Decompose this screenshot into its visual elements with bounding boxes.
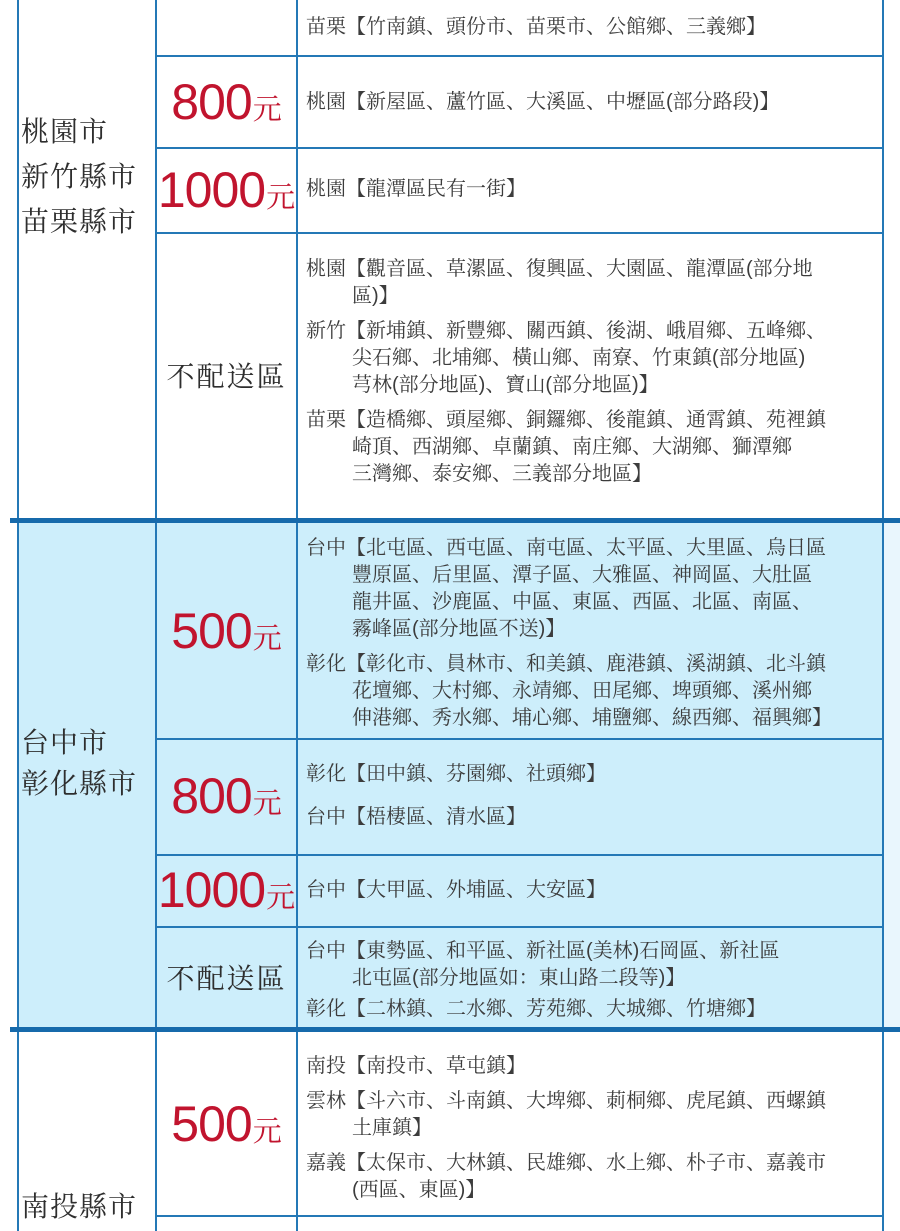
area-entry [306,407,884,488]
area-line: 台中【北屯區、西屯區、南屯區、太平區、大里區、烏日區 [306,537,826,559]
area-line: 苗栗【竹南鎮、頭份市、苗栗市、公館鄉、三義鄉】 [306,16,766,38]
area-line: 台中【東勢區、和平區、新社區(美林)石岡區、新社區 [306,940,780,962]
area-line: 苗栗【造橋鄉、頭屋鄉、銅鑼鄉、後龍鎮、通霄鎮、苑裡鎮 [306,409,826,431]
price-unit: 元 [266,882,296,914]
area-entry [306,176,526,203]
price-text [157,161,296,218]
price-cell-500 [157,1032,296,1215]
area-line: 桃園【觀音區、草漯區、復興區、大園區、龍潭區(部分地 [306,258,813,280]
price-amount: 1000 [157,161,266,218]
region-line: 桃園市 [21,116,109,147]
price-text [157,862,296,918]
area-entry [306,1088,884,1142]
area-line: 芎林(部分地區)、寶山(部分地區)】 [352,374,659,396]
section-taichung-background-edge [884,523,900,1027]
price-amount: 500 [171,1095,252,1152]
price-amount: 1000 [157,862,266,918]
price-amount: 800 [171,74,252,130]
price-cell-no-delivery [157,232,296,518]
area-line: 伸港鄉、秀水鄉、埔心鄉、埔鹽鄉、線西鄉、福興鄉】 [352,707,832,729]
no-delivery-label: 不配送區 [166,361,287,392]
area-entry [306,535,884,643]
area-cell [298,232,884,518]
area-entry [306,1150,884,1204]
area-line: 土庫鎮】 [352,1117,432,1139]
price-cell-500 [157,523,296,738]
area-line: 新竹【新埔鎮、新豐鄉、關西鎮、後湖、峨眉鄉、五峰鄉、 [306,320,826,342]
area-cell [298,926,884,1027]
area-line: 霧峰區(部分地區不送)】 [352,618,566,640]
area-cell [298,523,884,738]
price-unit: 元 [252,788,282,820]
price-unit: 元 [266,181,296,214]
area-line: 區)】 [352,285,399,307]
area-cell [298,0,884,55]
price-unit: 元 [252,94,282,126]
no-delivery-label: 不配送區 [166,962,287,994]
price-text [171,602,282,659]
price-unit: 元 [252,1115,282,1148]
price-text [171,768,282,824]
area-line: 尖石鄉、北埔鄉、橫山鄉、南寮、竹東鎮(部分地區) [352,347,806,369]
area-line: 台中【大甲區、外埔區、大安區】 [306,878,606,901]
price-unit: 元 [252,622,282,655]
area-line: (西區、東區)】 [352,1179,486,1201]
area-line: 崎頂、西湖鄉、卓蘭鎮、南庄鄉、大湖鄉、獅潭鄉 [352,436,792,458]
region-line: 新竹縣市 [21,161,138,192]
area-line: 三灣鄉、泰安鄉、三義部分地區】 [352,463,652,485]
area-line: 彰化【田中鎮、芬園鄉、社頭鄉】 [306,763,606,785]
region-line: 彰化縣市 [21,768,138,799]
price-cell-1000 [157,854,296,926]
area-entry [306,877,606,904]
table-border-left [17,0,19,1231]
area-entry [306,996,884,1023]
area-line: 彰化【彰化市、員林市、和美鎮、鹿港鎮、溪湖鎮、北斗鎮 [306,653,826,675]
area-entry [306,318,884,399]
area-line: 龍井區、沙鹿區、中區、東區、西區、北區、南區、 [352,591,812,613]
area-entry [306,761,884,788]
area-entry [306,1053,884,1080]
price-cell-800 [157,57,296,147]
area-entry [306,14,766,41]
price-cell-1000 [157,147,296,232]
area-entry [306,804,884,831]
area-entry [306,89,779,116]
area-line: 桃園【龍潭區民有一街】 [306,178,526,200]
area-entry [306,651,884,732]
area-cell [298,57,884,147]
area-line: 桃園【新屋區、蘆竹區、大溪區、中壢區(部分路段)】 [306,90,780,113]
price-cell-no-delivery [157,926,296,1027]
area-entry [306,938,884,992]
price-amount: 800 [171,768,252,824]
area-cell [298,854,884,926]
region-line: 苗栗縣市 [21,206,138,237]
area-cell [298,1032,884,1215]
region-cell-taoyuan-hsinchu-miaoli [21,109,155,244]
area-line: 豐原區、后里區、潭子區、大雅區、神岡區、大肚區 [352,564,812,586]
region-line: 台中市 [21,727,109,758]
price-cell-800 [157,738,296,854]
region-line: 南投縣市 [21,1191,138,1222]
area-line: 台中【梧棲區、清水區】 [306,806,526,828]
area-line: 嘉義【太保市、大林鎮、民雄鄉、水上鄉、朴子市、嘉義市 [306,1152,826,1174]
price-text [171,1095,282,1152]
region-cell-nantou [21,1190,155,1224]
area-entry [306,256,884,310]
area-cell [298,738,884,854]
price-text [171,74,282,130]
area-line: 雲林【斗六市、斗南鎮、大埤鄉、莿桐鄉、虎尾鎮、西螺鎮 [306,1090,826,1112]
area-line: 北屯區(部分地區如：東山路二段等)】 [352,967,686,989]
row-divider [155,1215,884,1217]
price-amount: 500 [171,602,252,659]
area-cell [298,147,884,232]
region-cell-taichung-changhua [21,722,155,804]
area-line: 花壇鄉、大村鄉、永靖鄉、田尾鄉、埤頭鄉、溪州鄉 [352,680,812,702]
area-line: 南投【南投市、草屯鎮】 [306,1055,526,1077]
area-line: 彰化【二林鎮、二水鄉、芳苑鄉、大城鄉、竹塘鄉】 [306,998,766,1020]
